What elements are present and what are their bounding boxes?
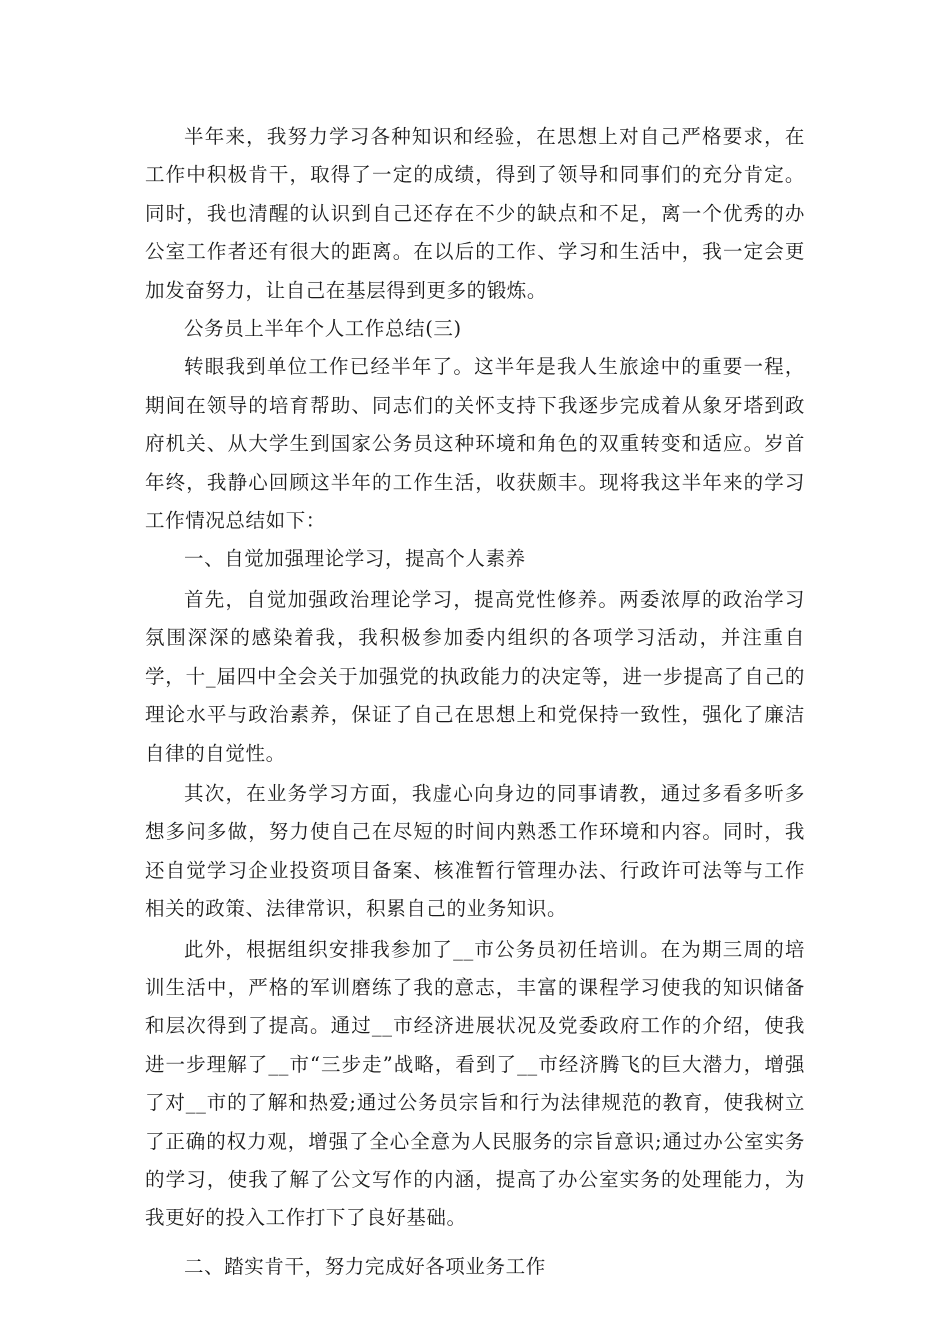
paragraph-first: 首先，自觉加强政治理论学习，提高党性修养。两委浓厚的政治学习氛围深深的感染着我，我积极参加委内组织的各项学习活动，并注重自学，十_届四中全会关于加强党的执政能力的决定等，进一步提高了自己的理论水平与政治素养，保证了自己在思想上和党保持一致性，强化了廉洁自律的自觉性。	[145, 587, 805, 765]
heading-one: 一、自觉加强理论学习，提高个人素养	[184, 547, 526, 571]
paragraph-second: 其次，在业务学习方面，我虚心向身边的同事请教，通过多看多听多想多问多做，努力使自己在尽短的时间内熟悉工作环境和内容。同时，我还自觉学习企业投资项目备案、核准暂行管理办法、行政许可法等与工作相关的政策、法律常识，积累自己的业务知识。	[145, 781, 805, 921]
paragraph-third: 此外，根据组织安排我参加了__市公务员初任培训。在为期三周的培训生活中，严格的军训磨练了我的意志，丰富的课程学习使我的知识储备和层次得到了提高。通过__市经济进展状况及党委政府工作的介绍，使我进一步理解了__市“三步走”战略，看到了__市经济腾飞的巨大潜力，增强了对__市的了解和热爱;通过公务员宗旨和行为法律规范的教育，使我树立了正确的权力观，增强了全心全意为人民服务的宗旨意识;通过办公室实务的学习，使我了解了公文写作的内涵，提高了办公室实务的处理能力，为我更好的投入工作打下了良好基础。	[145, 937, 805, 1230]
document-page	[145, 118, 805, 1286]
section-title: 公务员上半年个人工作总结(三)	[184, 317, 462, 341]
heading-two: 二、踏实肯干，努力完成好各项业务工作	[184, 1254, 546, 1278]
paragraph-intro: 转眼我到单位工作已经半年了。这半年是我人生旅途中的重要一程，期间在领导的培育帮助、同志们的关怀支持下我逐步完成着从象牙塔到政府机关、从大学生到国家公务员这种环境和角色的双重转变和适应。岁首年终，我静心回顾这半年的工作生活，收获颇丰。现将我这半年来的学习工作情况总结如下：	[145, 355, 805, 533]
paragraph-conclusion: 半年来，我努力学习各种知识和经验，在思想上对自己严格要求，在工作中积极肯干，取得了一定的成绩，得到了领导和同事们的充分肯定。同时，我也清醒的认识到自己还存在不少的缺点和不足，离一个优秀的办公室工作者还有很大的距离。在以后的工作、学习和生活中，我一定会更加发奋努力，让自己在基层得到更多的锻炼。	[145, 125, 805, 302]
